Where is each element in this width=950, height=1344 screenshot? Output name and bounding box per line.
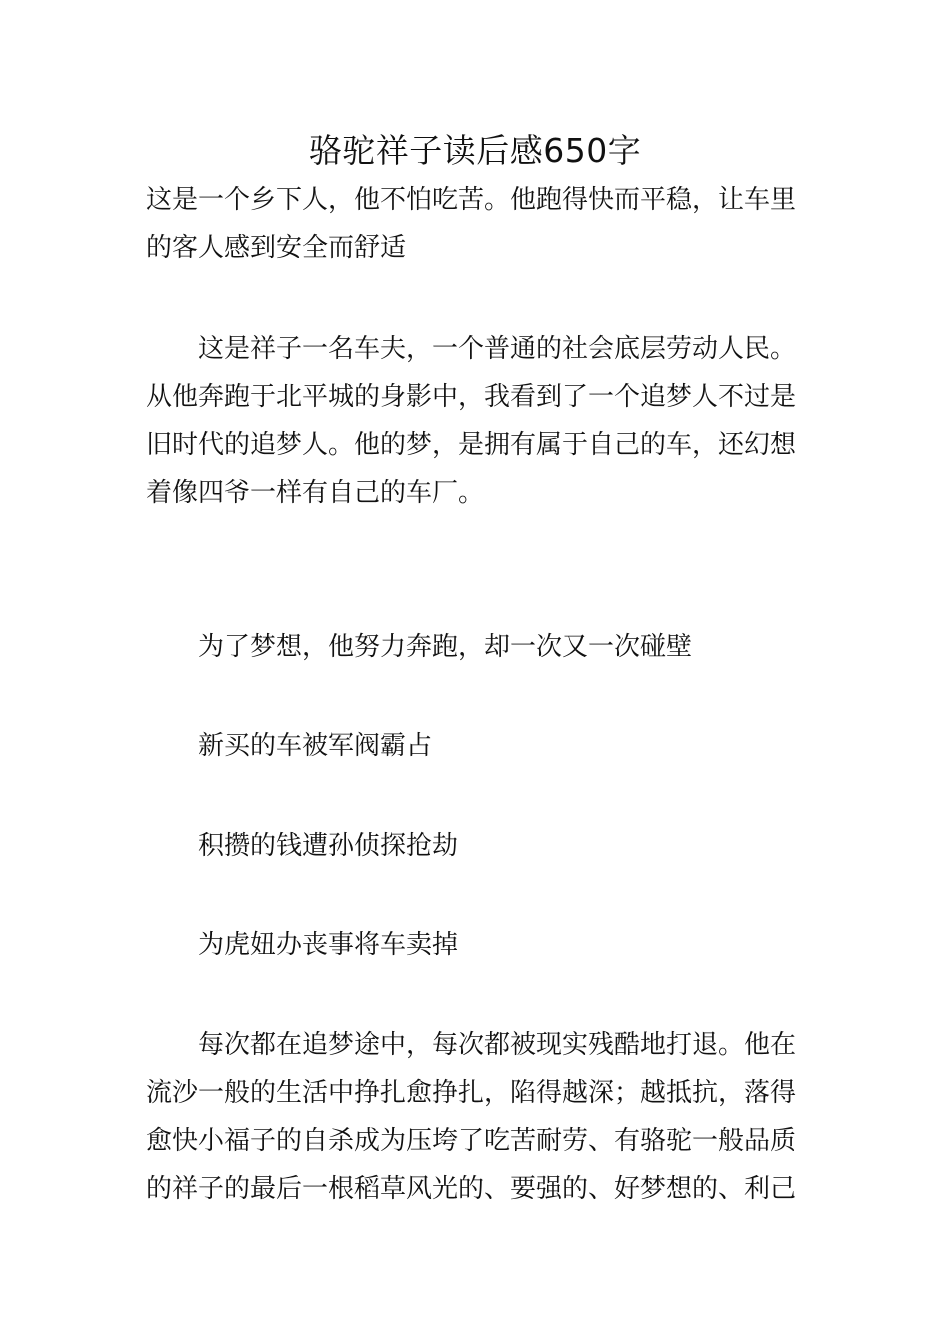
paragraph-2 [146,325,806,517]
paragraph-6 [146,921,806,969]
paragraph-line: 这是祥子一名车夫，一个普通的社会底层劳动人民。 [198,334,797,364]
paragraph-line: 为了梦想，他努力奔跑，却一次又一次碰壁 [198,632,693,662]
paragraph-1 [146,176,806,272]
paragraph-line: 流沙一般的生活中挣扎愈挣扎，陷得越深；越抵抗，落得 [146,1078,797,1108]
paragraph-3 [146,623,806,671]
paragraph-line: 为虎妞办丧事将车卖掉 [198,930,459,960]
paragraph-line: 从他奔跑于北平城的身影中，我看到了一个追梦人不过是 [146,382,797,412]
paragraph-7 [146,1021,806,1213]
paragraph-4 [146,722,806,770]
paragraph-line: 旧时代的追梦人。他的梦，是拥有属于自己的车，还幻想 [146,430,797,460]
paragraph-line: 着像四爷一样有自己的车厂。 [146,478,485,508]
paragraph-line: 积攒的钱遭孙侦探抢劫 [198,831,459,861]
paragraph-line: 这是一个乡下人，他不怕吃苦。他跑得快而平稳，让车里 [146,185,797,215]
paragraph-line: 每次都在追梦途中，每次都被现实残酷地打退。他在 [198,1030,797,1060]
document-title: 骆驼祥子读后感650字 [308,131,642,170]
paragraph-line: 新买的车被军阀霸占 [198,731,433,761]
paragraph-line: 的祥子的最后一根稻草风光的、要强的、好梦想的、利己 [146,1174,797,1204]
paragraph-line: 的客人感到安全而舒适 [146,233,407,263]
paragraph-line: 愈快小福子的自杀成为压垮了吃苦耐劳、有骆驼一般品质 [146,1126,797,1156]
paragraph-5 [146,822,806,870]
